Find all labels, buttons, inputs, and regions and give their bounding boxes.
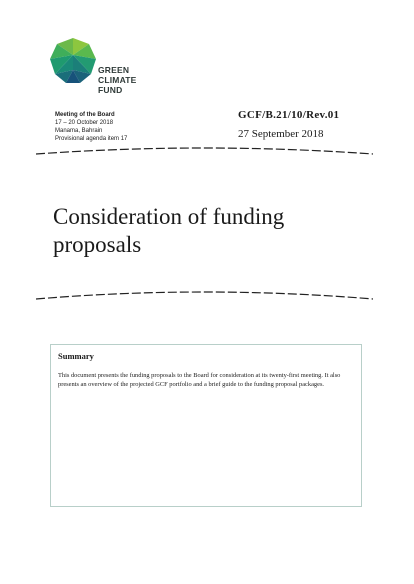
logo-line-fund: FUND [98,85,123,95]
summary-body: This document presents the funding proposals to the Board for consideration at its twenty-first meeting. It also presents an overview of the projected GCF portfolio and a brief guide to the funding proposal packages. [58,372,341,388]
summary-heading: Summary [58,351,94,361]
summary-box [50,344,362,507]
gcf-logo [49,37,199,99]
top-divider [36,146,373,160]
logo-line-green: GREEN [98,65,130,75]
logo-line-climate: CLIMATE [98,75,137,85]
meeting-title: Meeting of the Board [55,112,115,118]
gcf-globe-icon [49,37,97,85]
gcf-wordmark [98,65,137,95]
meeting-agenda-item: Provisional agenda item 17 [55,136,128,142]
document-date: 27 September 2018 [238,128,324,140]
bottom-divider [36,289,373,303]
document-title: Consideration of funding proposals [53,204,285,257]
meeting-location: Manama, Bahrain [55,128,103,134]
meeting-dates: 17 – 20 October 2018 [55,120,114,126]
document-reference: GCF/B.21/10/Rev.01 [238,109,340,121]
meeting-info [55,111,127,143]
